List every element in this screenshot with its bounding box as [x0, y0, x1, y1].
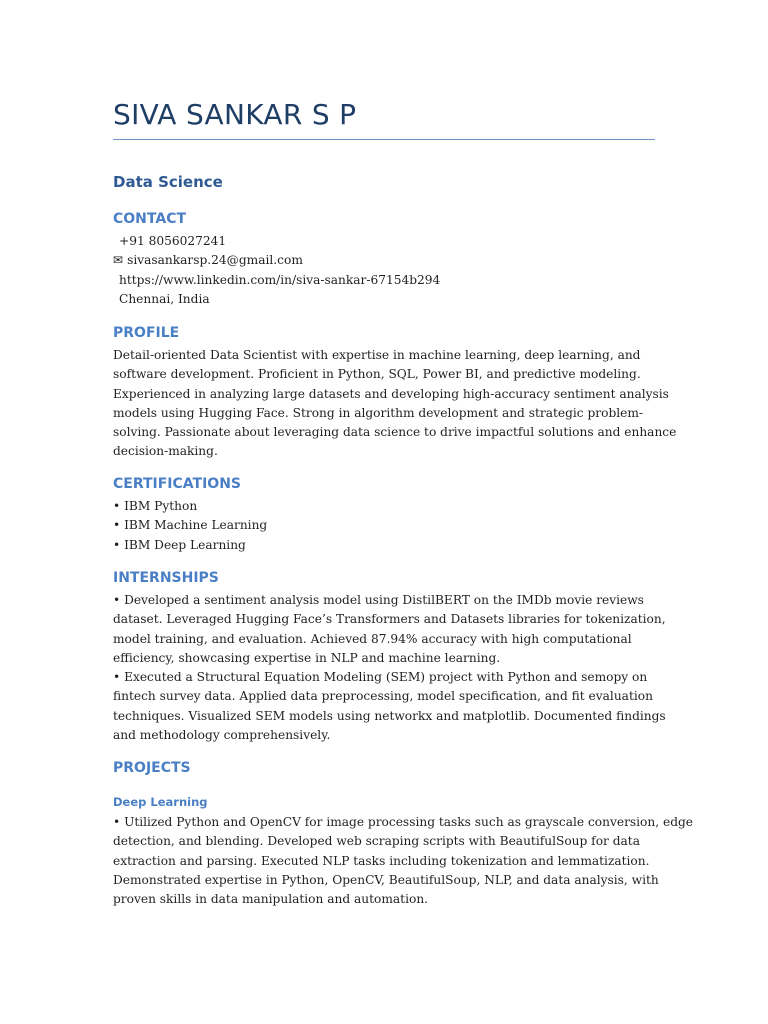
email-line — [113, 251, 658, 270]
projects-text — [113, 813, 694, 909]
linkedin-url: https://www.linkedin.com/in/siva-sankar-67154b294 — [119, 272, 441, 287]
internship-line: model training, and evaluation. Achieved 87.94% accuracy with high computational — [113, 631, 632, 646]
contact-heading: CONTACT — [113, 211, 187, 227]
profile-line: models using Hugging Face. Strong in algorithm development and strategic problem- — [113, 405, 644, 420]
email-address: sivasankarsp.24@gmail.com — [127, 253, 303, 268]
project-subheading: Deep Learning — [113, 795, 208, 809]
location: Chennai, India — [119, 291, 210, 306]
profile-text — [113, 346, 677, 462]
project-line: proven skills in data manipulation and automation. — [113, 892, 429, 907]
projects-heading: PROJECTS — [113, 760, 191, 776]
profile-line: Detail-oriented Data Scientist with expertise in machine learning, deep learning, and — [113, 348, 641, 362]
project-line: • Utilized Python and OpenCV for image processing tasks such as grayscale conversion, edge — [113, 815, 694, 829]
contact-block — [113, 232, 658, 309]
phone-number: +91 8056027241 — [119, 234, 227, 248]
project-line: detection, and blending. Developed web scraping scripts with BeautifulSoup for data — [113, 834, 640, 849]
internship-line: fintech survey data. Applied data preprocessing, model specification, and fit evaluation — [113, 689, 653, 704]
profile-heading: PROFILE — [113, 325, 180, 341]
profile-line: software development. Proficient in Python, SQL, Power BI, and predictive modeling. — [113, 367, 641, 382]
header-divider — [113, 139, 655, 140]
internships-text — [113, 591, 666, 745]
resume-page — [113, 96, 694, 907]
internship-line: • Developed a sentiment analysis model using DistilBERT on the IMDb movie reviews — [113, 593, 644, 607]
internship-line: and methodology comprehensively. — [113, 728, 331, 743]
certification-item: • IBM Machine Learning — [113, 518, 268, 533]
internship-line: techniques. Visualized SEM models using networkx and matplotlib. Documented findings — [113, 708, 666, 723]
certifications-heading: CERTIFICATIONS — [113, 476, 242, 492]
internship-line: • Executed a Structural Equation Modeling (SEM) project with Python and semopy on — [113, 670, 648, 685]
certification-item: • IBM Python — [113, 499, 198, 513]
profile-line: Experienced in analyzing large datasets and developing high-accuracy sentiment analysis — [113, 386, 669, 401]
envelope-icon: ✉ — [113, 253, 124, 268]
project-line: Demonstrated expertise in Python, OpenCV, BeautifulSoup, NLP, and data analysis, with — [113, 872, 659, 887]
internship-line: efficiency, showcasing expertise in NLP and machine learning. — [113, 650, 501, 665]
project-line: extraction and parsing. Executed NLP tasks including tokenization and lemmatization. — [113, 853, 650, 868]
certification-item: • IBM Deep Learning — [113, 537, 246, 552]
resume-name: SIVA SANKAR S P — [113, 98, 357, 131]
certifications-list — [113, 497, 658, 555]
internships-heading: INTERNSHIPS — [113, 570, 219, 586]
internship-line: dataset. Leveraged Hugging Face’s Transformers and Datasets libraries for tokenization, — [113, 612, 666, 627]
profile-line: decision-making. — [113, 444, 218, 459]
resume-subtitle: Data Science — [113, 173, 223, 191]
profile-line: solving. Passionate about leveraging data science to drive impactful solutions and enhance — [113, 425, 677, 440]
